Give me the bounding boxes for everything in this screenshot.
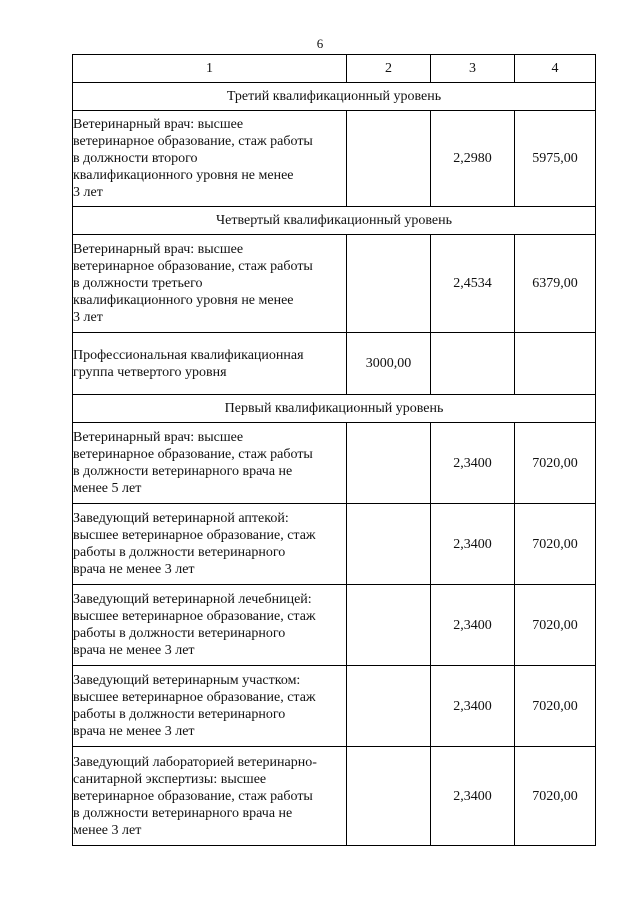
position-description bbox=[73, 747, 347, 846]
header-cell: 4 bbox=[515, 55, 596, 83]
coefficient-cell: 2,3400 bbox=[431, 666, 515, 747]
description-line: работы в должности ветеринарного bbox=[73, 545, 286, 560]
description-line: врача не менее 3 лет bbox=[73, 562, 195, 577]
base-salary-cell bbox=[347, 111, 431, 207]
coefficient-cell: 2,2980 bbox=[431, 111, 515, 207]
base-salary-cell bbox=[347, 235, 431, 333]
description-line: группа четвертого уровня bbox=[73, 364, 227, 380]
description-line: ветеринарное образование, стаж работы bbox=[73, 134, 313, 149]
table-row bbox=[73, 747, 596, 846]
section-title: Первый квалификационный уровень bbox=[73, 395, 596, 423]
section-heading-row bbox=[73, 395, 596, 423]
description-line: высшее ветеринарное образование, стаж bbox=[73, 528, 316, 543]
header-cell: 2 bbox=[347, 55, 431, 83]
coefficient-cell: 2,3400 bbox=[431, 423, 515, 504]
coefficient-cell: 2,4534 bbox=[431, 235, 515, 333]
description-line: Заведующий ветеринарной лечебницей: bbox=[73, 592, 312, 607]
position-description bbox=[73, 333, 347, 395]
header-cell: 3 bbox=[431, 55, 515, 83]
coefficient-cell: 2,3400 bbox=[431, 585, 515, 666]
description-line: Ветеринарный врач: высшее bbox=[73, 242, 244, 257]
table-row bbox=[73, 666, 596, 747]
header-cell: 1 bbox=[73, 55, 347, 83]
position-description bbox=[73, 423, 347, 504]
coefficient-cell: 2,3400 bbox=[431, 504, 515, 585]
description-line: в должности ветеринарного врача не bbox=[73, 805, 293, 821]
table-row bbox=[73, 111, 596, 207]
section-heading-row bbox=[73, 83, 596, 111]
salary-cell bbox=[515, 333, 596, 395]
salary-cell: 7020,00 bbox=[515, 504, 596, 585]
description-line: ветеринарное образование, стаж работы bbox=[73, 447, 313, 462]
description-line: врача не менее 3 лет bbox=[73, 643, 195, 658]
description-line: в должности второго bbox=[73, 151, 198, 166]
base-salary-cell bbox=[347, 747, 431, 846]
page-number: 6 bbox=[316, 36, 324, 51]
salary-cell: 7020,00 bbox=[515, 585, 596, 666]
table-row bbox=[73, 504, 596, 585]
salary-table bbox=[72, 54, 596, 846]
table-row bbox=[73, 333, 596, 395]
description-line: 3 лет bbox=[73, 310, 103, 325]
table-header-row bbox=[73, 55, 596, 83]
salary-cell: 7020,00 bbox=[515, 747, 596, 846]
description-line: высшее ветеринарное образование, стаж bbox=[73, 690, 316, 705]
salary-cell: 6379,00 bbox=[515, 235, 596, 333]
description-line: ветеринарное образование, стаж работы bbox=[73, 259, 313, 274]
base-salary-cell bbox=[347, 504, 431, 585]
description-line: работы в должности ветеринарного bbox=[73, 707, 286, 722]
description-line: Профессиональная квалификационная bbox=[73, 347, 304, 363]
position-description bbox=[73, 504, 347, 585]
position-description bbox=[73, 585, 347, 666]
coefficient-cell bbox=[431, 333, 515, 395]
table-row bbox=[73, 235, 596, 333]
salary-cell: 7020,00 bbox=[515, 423, 596, 504]
table-row bbox=[73, 585, 596, 666]
description-line: в должности третьего bbox=[73, 276, 203, 291]
description-line: Ветеринарный врач: высшее bbox=[73, 430, 244, 445]
description-line: Ветеринарный врач: высшее bbox=[73, 117, 244, 132]
description-line: высшее ветеринарное образование, стаж bbox=[73, 609, 316, 624]
description-line: квалификационного уровня не менее bbox=[73, 168, 294, 183]
description-line: санитарной экспертизы: высшее bbox=[73, 771, 267, 787]
description-line: в должности ветеринарного врача не bbox=[73, 464, 293, 479]
description-line: менее 5 лет bbox=[73, 481, 142, 496]
description-line: менее 3 лет bbox=[73, 822, 142, 838]
position-description bbox=[73, 235, 347, 333]
position-description bbox=[73, 666, 347, 747]
description-line: Заведующий ветеринарной аптекой: bbox=[73, 511, 289, 526]
salary-cell: 5975,00 bbox=[515, 111, 596, 207]
salary-cell: 7020,00 bbox=[515, 666, 596, 747]
base-salary-cell bbox=[347, 423, 431, 504]
description-line: Заведующий ветеринарным участком: bbox=[73, 673, 301, 688]
base-salary-cell: 3000,00 bbox=[347, 333, 431, 395]
description-line: ветеринарное образование, стаж работы bbox=[73, 788, 313, 804]
position-description bbox=[73, 111, 347, 207]
section-heading-row bbox=[73, 207, 596, 235]
base-salary-cell bbox=[347, 585, 431, 666]
description-line: квалификационного уровня не менее bbox=[73, 293, 294, 308]
description-line: врача не менее 3 лет bbox=[73, 724, 195, 739]
description-line: Заведующий лабораторией ветеринарно- bbox=[73, 754, 317, 770]
table-row bbox=[73, 423, 596, 504]
description-line: работы в должности ветеринарного bbox=[73, 626, 286, 641]
section-title: Четвертый квалификационный уровень bbox=[73, 207, 596, 235]
description-line: 3 лет bbox=[73, 185, 103, 200]
section-title: Третий квалификационный уровень bbox=[73, 83, 596, 111]
base-salary-cell bbox=[347, 666, 431, 747]
coefficient-cell: 2,3400 bbox=[431, 747, 515, 846]
